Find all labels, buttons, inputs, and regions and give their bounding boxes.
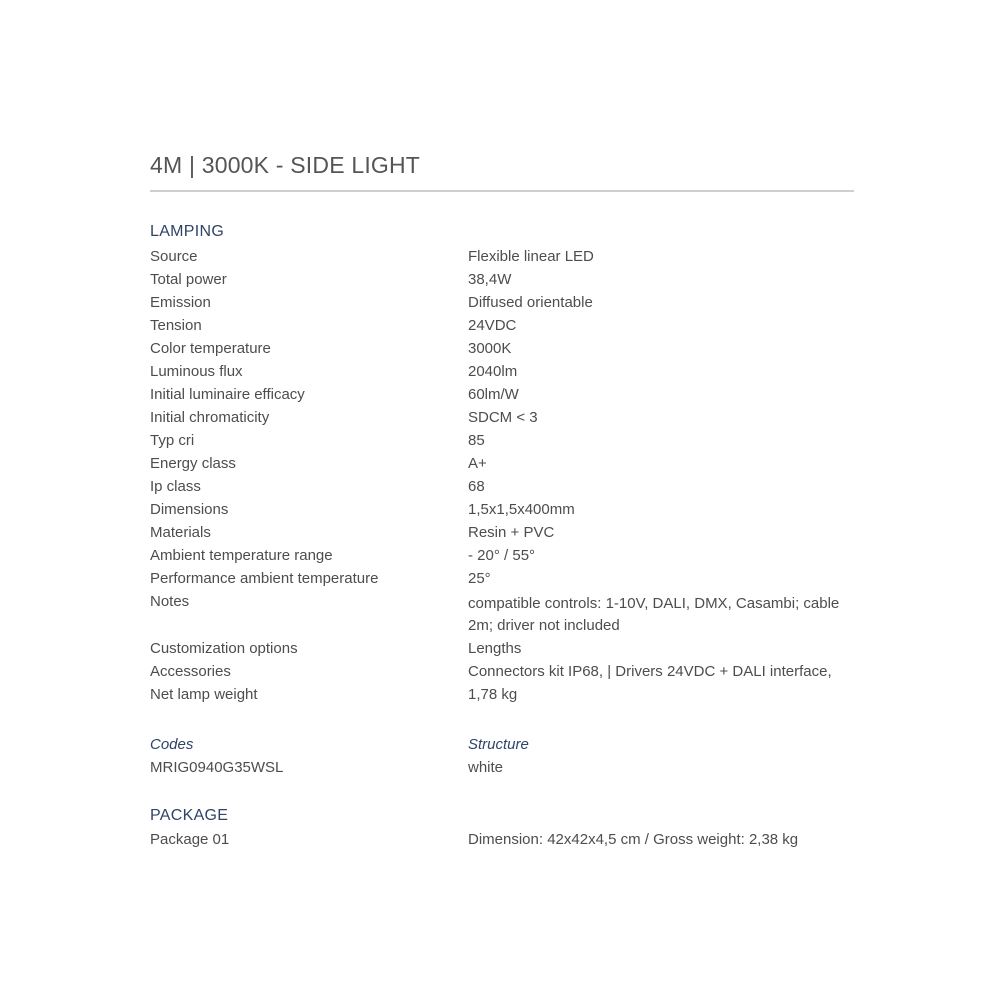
page-title: 4M | 3000K - SIDE LIGHT [150, 152, 421, 178]
spec-label: Source [150, 248, 198, 265]
package-details: Dimension: 42x42x4,5 cm / Gross weight: 2,38 kg [468, 831, 799, 848]
spec-row-total-power [150, 268, 854, 291]
spec-row-accessories [150, 660, 854, 683]
spec-row-color-temperature [150, 337, 854, 360]
spec-value: 2040lm [468, 363, 518, 380]
spec-value: A+ [468, 455, 487, 472]
spec-value: SDCM < 3 [468, 409, 538, 426]
product-code: MRIG0940G35WSL [150, 759, 284, 776]
spec-label: Color temperature [150, 340, 271, 357]
spec-row-net-weight [150, 683, 854, 706]
spec-value: 1,78 kg [468, 686, 518, 703]
spec-row-efficacy [150, 383, 854, 406]
spec-label: Dimensions [150, 501, 229, 518]
spec-value: Lengths [468, 640, 522, 657]
spec-row-notes [150, 590, 854, 637]
spec-label: Tension [150, 317, 202, 334]
spec-label: Customization options [150, 640, 298, 657]
spec-row-ip-class [150, 475, 854, 498]
spec-row-typ-cri [150, 429, 854, 452]
spec-row-chromaticity [150, 406, 854, 429]
spec-value: 24VDC [468, 317, 517, 334]
package-heading: PACKAGE [150, 807, 229, 824]
spec-row-ambient-range [150, 544, 854, 567]
spec-value: 25° [468, 570, 491, 587]
spec-label: Initial luminaire efficacy [150, 386, 305, 403]
spec-label: Performance ambient temperature [150, 570, 379, 587]
codes-heading: Codes [150, 736, 194, 753]
lamping-heading: LAMPING [150, 223, 225, 240]
structure-value: white [468, 759, 504, 776]
spec-sheet [150, 150, 854, 848]
spec-label: Ambient temperature range [150, 547, 333, 564]
spec-label: Materials [150, 524, 211, 541]
spec-value: Resin + PVC [468, 524, 555, 541]
package-name: Package 01 [150, 831, 230, 848]
spec-value: 85 [468, 432, 485, 449]
spec-row-source [150, 245, 854, 268]
spec-row-materials [150, 521, 854, 544]
spec-row-performance-temp [150, 567, 854, 590]
spec-value: 68 [468, 478, 485, 495]
structure-heading: Structure [468, 736, 529, 753]
spec-value: Diffused orientable [468, 294, 593, 311]
spec-row-luminous-flux [150, 360, 854, 383]
spec-value: compatible controls: 1-10V, DALI, DMX, Casambi; cable 2m; driver not included [468, 595, 840, 634]
spec-value: Connectors kit IP68, | Drivers 24VDC + DALI interface, [468, 663, 832, 680]
spec-value: 60lm/W [468, 386, 519, 403]
spec-value: 38,4W [468, 271, 512, 288]
spec-value: Flexible linear LED [468, 248, 594, 265]
spec-row-energy-class [150, 452, 854, 475]
spec-label: Notes [150, 593, 190, 610]
spec-row-customization [150, 637, 854, 660]
spec-label: Accessories [150, 663, 231, 680]
spec-row-tension [150, 314, 854, 337]
spec-label: Initial chromaticity [150, 409, 270, 426]
spec-label: Total power [150, 271, 227, 288]
spec-label: Luminous flux [150, 363, 243, 380]
spec-label: Emission [150, 294, 211, 311]
spec-row-dimensions [150, 498, 854, 521]
spec-label: Net lamp weight [150, 686, 258, 703]
spec-value: - 20° / 55° [468, 547, 536, 564]
spec-label: Energy class [150, 455, 236, 472]
lamping-spec-list [150, 245, 854, 706]
title-divider [150, 190, 854, 192]
spec-row-emission [150, 291, 854, 314]
spec-label: Typ cri [150, 432, 195, 449]
spec-value: 1,5x1,5x400mm [468, 501, 575, 518]
spec-value: 3000K [468, 340, 512, 357]
spec-label: Ip class [150, 478, 201, 495]
